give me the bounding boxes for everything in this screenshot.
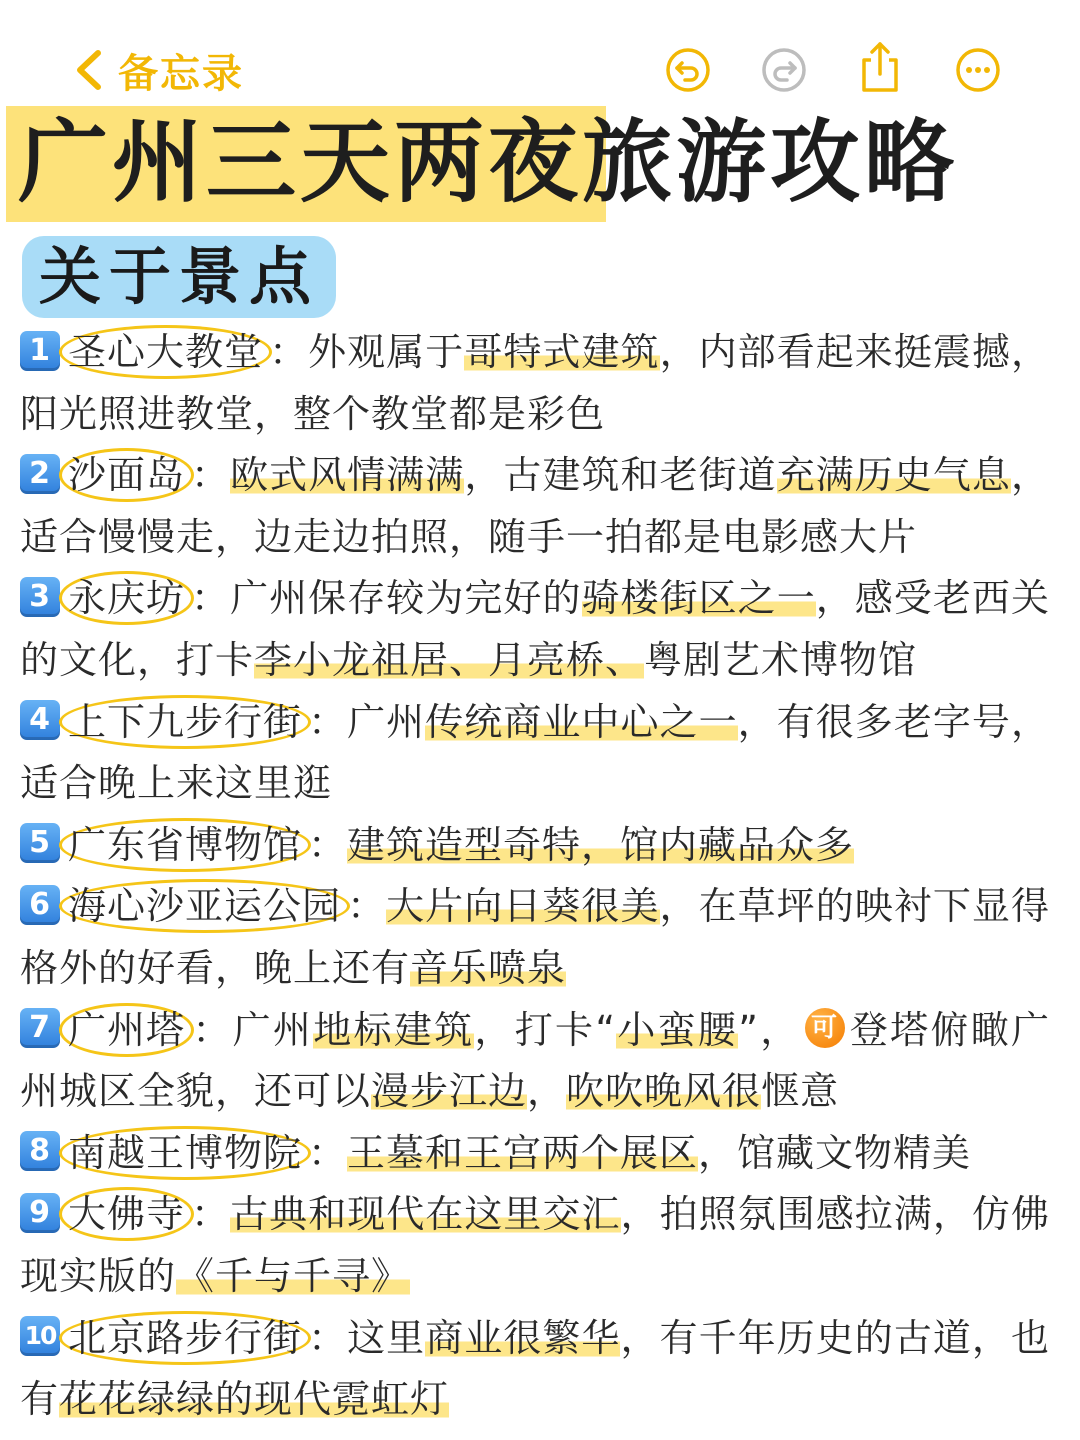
highlight-text: 哥特式建筑 [464,330,660,374]
back-button[interactable] [72,40,244,100]
back-label: 备忘录 [118,50,244,97]
item-text: ： [308,1130,348,1175]
item-text: ，适合慢慢走，边走边拍照，随手一拍都是电影感大片 [20,453,1050,559]
attraction-name: 南越王博物院 [62,1129,308,1177]
list-item [20,1123,1050,1185]
redo-icon [760,46,808,94]
highlight-text: 花花绿绿的现代霓虹灯 [59,1377,450,1422]
item-text: ，有很多老字号，适合晚上来这里逛 [20,699,1050,806]
highlight-text: 充满历史气息 [776,453,1011,498]
highlight-text: 建筑造型奇特，馆内藏品众多 [347,822,855,867]
attraction-name: 永庆坊 [62,574,191,622]
item-text: ，有千年历史的古道，也有 [20,1315,1050,1422]
list-item [20,1308,1050,1431]
number-badge: 6 [20,885,60,925]
list-item [20,322,1050,445]
list-item [20,1000,1050,1123]
item-text: ：外观属于 [269,330,465,374]
item-text: ： [191,453,231,498]
attraction-name: 海心沙亚运公园 [62,882,347,930]
item-text: ，内部看起来挺震撼，阳光照进教堂，整个教堂都是彩色 [20,330,1050,436]
attraction-list [20,322,1050,1431]
undo-button[interactable] [664,46,712,94]
item-text: ，感受老西关的文化，打卡 [20,576,1050,682]
highlight-text: 吹吹晚风很 [566,1069,762,1114]
redo-button[interactable] [760,46,808,94]
item-text: ”， [738,1007,801,1052]
highlight-text: 音乐喷泉 [410,945,567,990]
item-text: ： [347,884,387,929]
share-button[interactable] [856,40,904,94]
section-heading-text: 关于景点 [38,240,319,313]
section-heading [22,236,336,318]
highlight-text: 《千与千寻》 [176,1253,411,1298]
item-text: ：广州 [308,699,426,744]
item-text: 惬意 [761,1069,840,1114]
item-text: ：广州 [191,1007,314,1052]
item-text: ，在草坪的映衬下显得格外的好看，晚上还有 [20,884,1050,990]
navigation-bar [0,0,1080,110]
item-text: ， [527,1069,567,1114]
number-badge: 3 [20,577,60,617]
number-badge: 2 [20,454,60,494]
number-badge: 8 [20,1131,60,1171]
item-text: 粤剧艺术博物馆 [644,637,918,682]
page-title: 广州三天两夜旅游攻略 [18,110,958,215]
list-item [20,1184,1050,1307]
item-text: ： [191,1192,231,1237]
can-badge: 可 [805,1008,845,1048]
list-item [20,815,1050,877]
list-item [20,692,1050,815]
item-text: 登塔俯瞰广州城区全貌，还可以 [20,1007,1051,1114]
item-text: ：这里 [308,1315,426,1360]
item-text: ，拍照氛围感拉满，仿佛现实版的 [20,1192,1050,1298]
undo-icon [664,46,712,94]
highlight-text: 李小龙祖居、月亮桥、 [254,637,645,682]
highlight-text: 古典和现代在这里交汇 [230,1192,621,1237]
item-text: ： [308,822,348,867]
highlight-text: 大片向日葵很美 [386,884,660,929]
item-text: ，馆藏文物精美 [698,1130,972,1175]
highlight-text: 商业很繁华 [425,1315,621,1360]
highlight-text: 欧式风情满满 [230,453,465,498]
attraction-name: 大佛寺 [62,1190,191,1238]
number-badge: 4 [20,700,60,740]
more-icon [954,46,1002,94]
attraction-name: 广东省博物馆 [62,821,308,869]
highlight-text: 骑楼街区之一 [581,576,816,621]
highlight-text: 地标建筑 [313,1007,475,1052]
number-badge: 10 [20,1316,60,1356]
list-item [20,876,1050,999]
highlight-text: 漫步江边 [371,1069,528,1114]
attraction-name: 北京路步行街 [62,1314,308,1362]
highlight-text: 王墓和王宫两个展区 [347,1130,699,1175]
more-button[interactable] [954,46,1002,94]
attraction-name: 广州塔 [62,1006,191,1054]
item-text: ，古建筑和老街道 [464,453,777,498]
list-item [20,568,1050,691]
chevron-left-icon [72,47,106,93]
number-badge: 5 [20,823,60,863]
attraction-name: 上下九步行街 [62,698,308,746]
item-text: ：广州保存较为完好的 [191,576,582,621]
attraction-name: 圣心大教堂 [62,328,269,376]
item-text: ，打卡“ [474,1007,617,1052]
highlight-text: 传统商业中心之一 [425,699,738,744]
number-badge: 9 [20,1193,60,1233]
list-item [20,445,1050,568]
highlight-text: 小蛮腰 [616,1007,739,1052]
number-badge: 7 [20,1008,60,1048]
attraction-name: 沙面岛 [62,451,191,499]
number-badge: 1 [20,331,60,371]
share-icon [856,40,904,94]
